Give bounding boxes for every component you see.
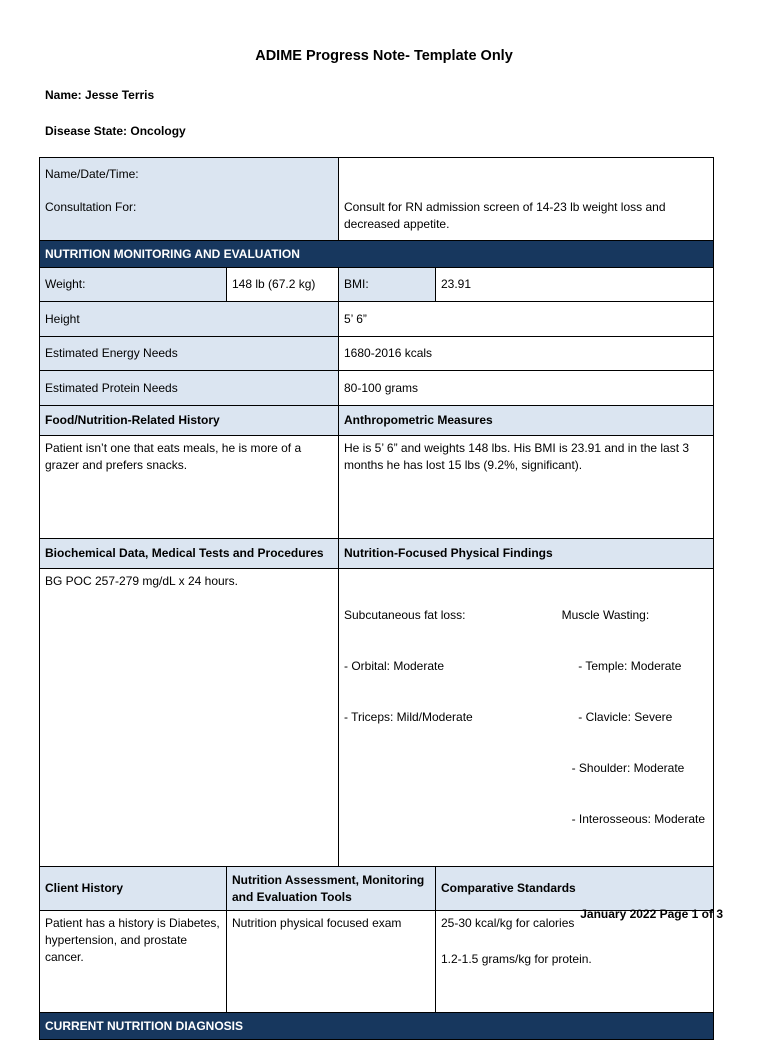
consultation-value: Consult for RN admission screen of 14-23 lb weight loss and decreased appetite.	[344, 200, 666, 231]
weight-value: 148 lb (67.2 kg)	[227, 268, 339, 302]
comparative-standards-header: Comparative Standards	[436, 867, 714, 911]
protein-label: Estimated Protein Needs	[40, 371, 339, 406]
patient-name: Name: Jesse Terris	[45, 88, 155, 102]
bmi-value: 23.91	[436, 268, 714, 302]
anthropometric-header: Anthropometric Measures	[339, 406, 714, 436]
history-header-row	[40, 406, 714, 436]
food-history-header: Food/Nutrition-Related History	[40, 406, 339, 436]
page-total: 3	[716, 907, 723, 921]
comparative-standards-cell	[436, 911, 714, 1013]
monitoring-section-row	[40, 241, 714, 268]
consultation-row	[40, 158, 714, 241]
food-history-text: Patient isn’t one that eats meals, he is more of a grazer and prefers snacks.	[40, 436, 339, 539]
weight-label: Weight:	[40, 268, 227, 302]
biochem-content-row	[40, 569, 714, 867]
assessment-tools-header: Nutrition Assessment, Monitoring and Evaluation Tools	[227, 867, 436, 911]
biochem-text: BG POC 257-279 mg/dL x 24 hours.	[40, 569, 339, 867]
client-history-text: Patient has a history is Diabetes, hypertension, and prostate cancer.	[40, 911, 227, 1013]
bmi-label: BMI:	[339, 268, 436, 302]
muscle-wasting-item: - Interosseous: Moderate	[571, 812, 705, 826]
page-current: 1	[691, 907, 699, 921]
standards-protein: 1.2-1.5 grams/kg for protein.	[441, 952, 592, 966]
energy-row	[40, 337, 714, 371]
anthropometric-text: He is 5’ 6” and weights 148 lbs. His BMI is 23.91 and in the last 3 months he has lost 15 lbs (9.2%, significant).	[339, 436, 714, 539]
height-label: Height	[40, 302, 339, 337]
fat-loss-item: - Orbital: Moderate	[344, 659, 445, 673]
muscle-wasting-list	[562, 573, 708, 862]
consultation-value-cell	[339, 158, 714, 241]
energy-value: 1680-2016 kcals	[339, 337, 714, 371]
consultation-label: Consultation For:	[45, 200, 137, 214]
page-footer	[580, 907, 723, 921]
document-title: ADIME Progress Note- Template Only	[255, 48, 513, 64]
biochem-header-row	[40, 539, 714, 569]
physical-findings-cell	[339, 569, 714, 867]
fat-loss-item: Subcutaneous fat loss:	[344, 608, 466, 622]
assessment-tools-text: Nutrition physical focused exam	[227, 911, 436, 1013]
consultation-labels-cell	[40, 158, 339, 241]
biochem-header: Biochemical Data, Medical Tests and Procedures	[40, 539, 339, 569]
monitoring-section-header: NUTRITION MONITORING AND EVALUATION	[40, 241, 714, 268]
height-value: 5’ 6”	[339, 302, 714, 337]
fat-loss-item: - Triceps: Mild/Moderate	[344, 710, 473, 724]
standards-calories: 25-30 kcal/kg for calories	[441, 916, 575, 930]
history-content-row	[40, 436, 714, 539]
assessment-header-row	[40, 867, 714, 911]
muscle-wasting-item: - Temple: Moderate	[571, 659, 682, 673]
diagnosis-section-header: CURRENT NUTRITION DIAGNOSIS	[40, 1013, 714, 1040]
physical-findings-header: Nutrition-Focused Physical Findings	[339, 539, 714, 569]
client-history-header: Client History	[40, 867, 227, 911]
name-date-time-label: Name/Date/Time:	[45, 167, 139, 181]
height-row	[40, 302, 714, 337]
muscle-wasting-item: Muscle Wasting:	[561, 608, 650, 622]
assessment-content-row	[40, 911, 714, 1013]
disease-state: Disease State: Oncology	[45, 124, 186, 138]
diagnosis-section-row	[40, 1013, 714, 1040]
muscle-wasting-item: - Shoulder: Moderate	[571, 761, 685, 775]
page-of: of	[698, 907, 717, 921]
weight-row	[40, 268, 714, 302]
footer-date: January 2022 Page	[580, 907, 692, 921]
protein-row	[40, 371, 714, 406]
energy-label: Estimated Energy Needs	[40, 337, 339, 371]
protein-value: 80-100 grams	[339, 371, 714, 406]
fat-loss-list	[344, 573, 473, 862]
muscle-wasting-item: - Clavicle: Severe	[571, 710, 673, 724]
